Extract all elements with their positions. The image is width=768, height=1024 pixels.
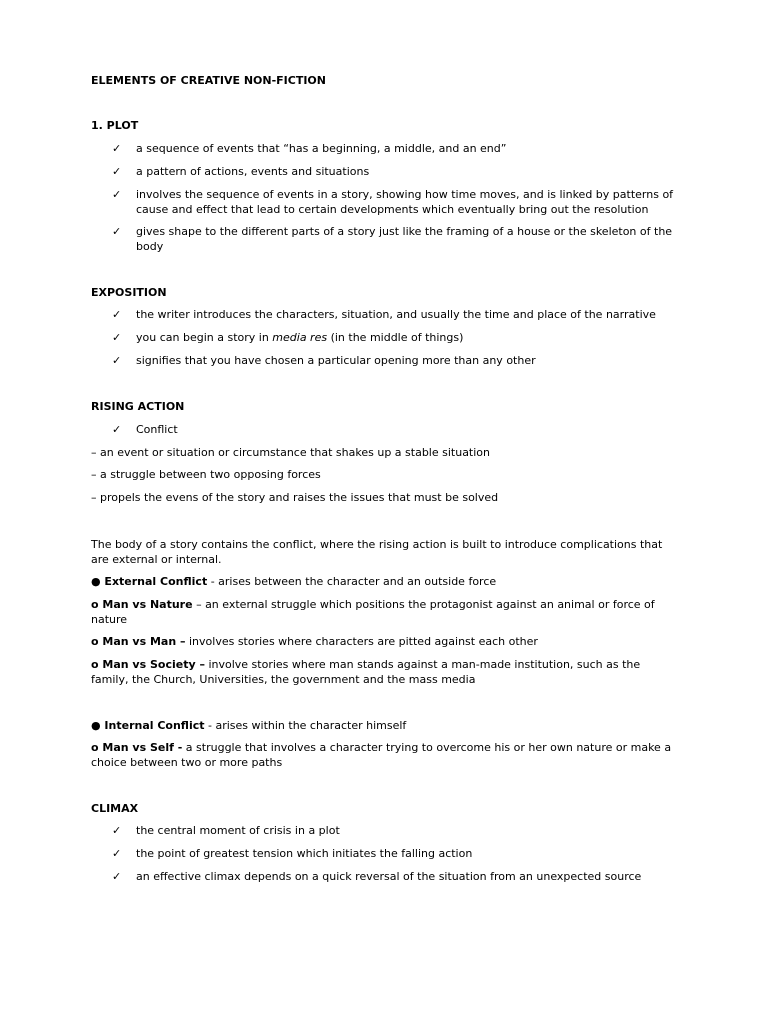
climax-item-text: the central moment of crisis in a plot [136,824,340,837]
term-label: ● Internal Conflict [91,719,205,732]
term-text: - arises within the character himself [204,719,407,732]
exposition-item-text [136,330,682,345]
term-label: ● External Conflict [91,575,208,588]
exposition-item-text: signifies that you have chosen a particular opening more than any other [136,354,536,367]
exposition-heading: EXPOSITION [91,286,167,299]
checkmark-icon: ✓ [112,824,122,837]
man-vs-nature-line [91,597,676,627]
climax-item [112,823,682,838]
checkmark-icon: ✓ [112,225,122,238]
checkmark-icon: ✓ [112,165,122,178]
term-label: o Man vs Nature [91,598,193,611]
man-vs-self-line [91,740,676,770]
plot-heading: 1. PLOT [91,119,139,132]
man-vs-man-line [91,634,676,649]
text-segment: (in the middle of things) [327,331,464,344]
exposition-item [112,353,682,368]
term-text: involve stories where man stands against a man-made institution, such as the family, the Church, Universities, the government and the mass media [91,658,641,686]
climax-heading: CLIMAX [91,802,139,815]
climax-item-text: the point of greatest tension which initiates the falling action [136,847,473,860]
exposition-item [112,307,682,322]
document-title: ELEMENTS OF CREATIVE NON-FICTION [91,74,326,87]
term-text: a struggle that involves a character trying to overcome his or her own nature or make a choice between two or more paths [91,741,672,769]
plot-item [112,141,682,156]
climax-item-text: an effective climax depends on a quick reversal of the situation from an unexpected source [136,870,642,883]
term-text: – an external struggle which positions the protagonist against an animal or force of nature [91,598,655,626]
checkmark-icon: ✓ [112,423,122,436]
plot-item [112,187,682,217]
body-intro-paragraph: The body of a story contains the conflict, where the rising action is built to introduce complications that are external or internal. [91,538,663,566]
rising-action-heading: RISING ACTION [91,400,185,413]
plot-item [112,164,682,179]
plot-item-text: a sequence of events that “has a beginning, a middle, and an end” [136,142,507,155]
checkmark-icon: ✓ [112,308,122,321]
checkmark-icon: ✓ [112,331,122,344]
plot-item-text: involves the sequence of events in a story, showing how time moves, and is linked by patterns of cause and effect that lead to certain developments which eventually bring out the resolution [136,188,674,216]
conflict-definition: – a struggle between two opposing forces [91,468,321,481]
external-conflict-line [91,574,676,589]
checkmark-icon: ✓ [112,142,122,155]
conflict-definition: – an event or situation or circumstance that shakes up a stable situation [91,446,491,459]
plot-item-text: gives shape to the different parts of a story just like the framing of a house or the skeleton of the body [136,225,673,253]
rising-action-item [112,422,682,437]
exposition-item-text: the writer introduces the characters, situation, and usually the time and place of the narrative [136,308,656,321]
term-label: o Man vs Man – [91,635,186,648]
italic-term: media res [272,331,328,344]
term-label: o Man vs Society – [91,658,205,671]
text-segment: you can begin a story in [136,331,273,344]
climax-item [112,846,682,861]
man-vs-society-line [91,657,676,687]
term-text: involves stories where characters are pitted against each other [185,635,538,648]
term-text: - arises between the character and an outside force [207,575,497,588]
plot-item [112,224,682,254]
climax-item [112,869,682,884]
conflict-label: Conflict [136,423,178,436]
checkmark-icon: ✓ [112,188,122,201]
term-label: o Man vs Self - [91,741,183,754]
plot-item-text: a pattern of actions, events and situations [136,165,370,178]
exposition-item [112,330,682,345]
checkmark-icon: ✓ [112,354,122,367]
checkmark-icon: ✓ [112,847,122,860]
conflict-definition: – propels the evens of the story and raises the issues that must be solved [91,491,499,504]
checkmark-icon: ✓ [112,870,122,883]
internal-conflict-line [91,718,676,733]
